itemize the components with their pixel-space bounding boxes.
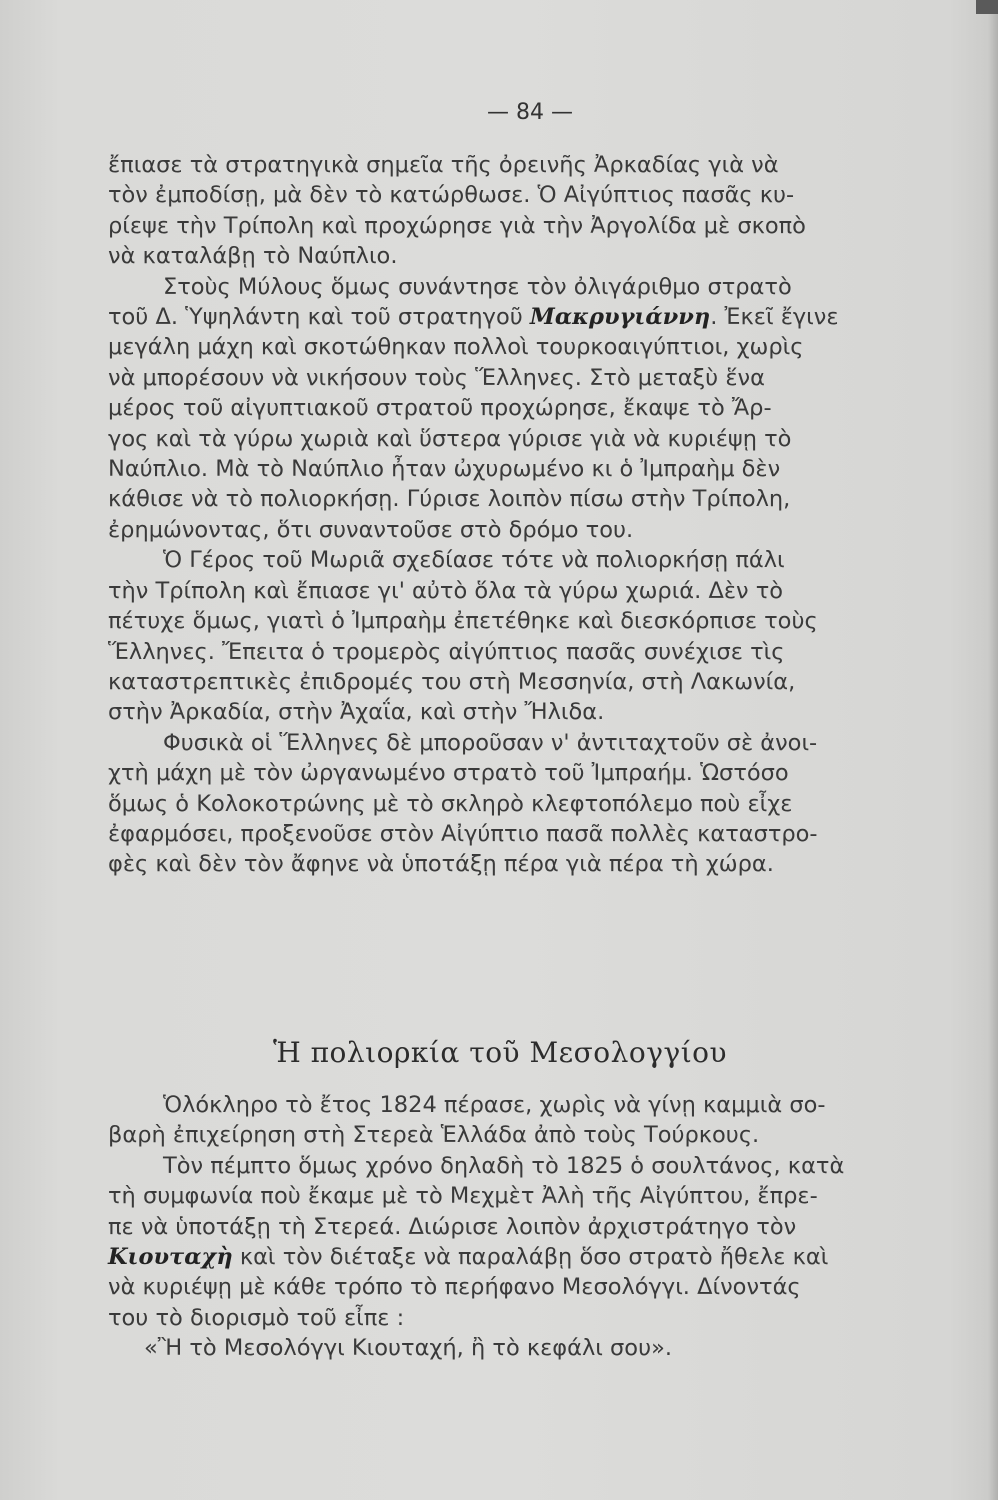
text-line: ὅμως ὁ Κολοκοτρώνης μὲ τὸ σκληρὸ κλεφτοπόλεμο ποὺ εἶχε [108,790,793,817]
paragraph-3 [108,545,963,727]
paragraph-2 [108,272,963,546]
text-line: Στοὺς Μύλους ὅμως συνάντησε τὸν ὀλιγάριθμο στρατὸ [163,273,792,300]
text-line: νὰ κυριέψῃ μὲ κάθε τρόπο τὸ περήφανο Μεσολόγγι. Δίνοντάς [108,1274,801,1301]
body-text-lower [108,1090,963,1364]
text-line: βαρὴ ἐπιχείρηση στὴ Στερεὰ Ἑλλάδα ἀπὸ τοὺς Τούρκους. [108,1122,760,1149]
text-line: μεγάλη μάχη καὶ σκοτώθηκαν πολλοὶ τουρκοαιγύπτιοι, χωρὶς [108,334,804,361]
text-fragment: καὶ τὸν διέταξε νὰ παραλάβῃ ὅσο στρατὸ ἤθελε καὶ [232,1244,829,1271]
text-line: πε νὰ ὑποτάξῃ τὴ Στερεά. Διώρισε λοιπὸν ἀρχιστράτηγο τὸν [108,1213,797,1240]
text-line [108,1242,963,1272]
text-line: γος καὶ τὰ γύρω χωριὰ καὶ ὕστερα γύρισε γιὰ νὰ κυριέψῃ τὸ [108,425,792,452]
text-line: νὰ καταλάβῃ τὸ Ναύπλιο. [108,243,398,270]
text-line: φὲς καὶ δὲν τὸν ἄφηνε νὰ ὑποτάξῃ πέρα γιὰ πέρα τὴ χώρα. [108,851,774,878]
page-edge-shadow [988,0,998,1500]
text-line: χτὴ μάχη μὲ τὸν ὠργανωμένο στρατὸ τοῦ Ἰμπραήμ. Ὡστόσο [108,760,789,787]
text-line: Φυσικὰ οἱ Ἕλληνες δὲ μποροῦσαν ν' ἀντιταχτοῦν σὲ ἀνοι- [163,729,818,756]
text-fragment: τοῦ Δ. Ὑψηλάντη καὶ τοῦ στρατηγοῦ [108,304,530,331]
text-line: πέτυχε ὅμως, γιατὶ ὁ Ἰμπραὴμ ἐπετέθηκε καὶ διεσκόρπισε τοὺς [108,608,818,635]
text-line: Ναύπλιο. Μὰ τὸ Ναύπλιο ἦταν ὠχυρωμένο κι ὁ Ἰμπραὴμ δὲν [108,456,781,483]
text-line: καταστρεπτικὲς ἐπιδρομές του στὴ Μεσσηνία, στὴ Λακωνία, [108,668,796,695]
section-heading: Ἡ πολιορκία τοῦ Μεσολογγίου [272,1036,728,1069]
paragraph-6 [108,1151,963,1333]
paragraph-1 [108,150,963,272]
paragraph-5 [108,1090,963,1151]
corner-scan-mark [976,0,998,14]
text-line: τὸν ἐμποδίσῃ, μὰ δὲν τὸ κατώρθωσε. Ὁ Αἰγύπτιος πασᾶς κυ- [108,182,795,209]
text-line: στὴν Ἀρκαδία, στὴν Ἀχαΐα, καὶ στὴν Ἤλιδα. [108,699,605,726]
text-line: κάθισε νὰ τὸ πολιορκήσῃ. Γύρισε λοιπὸν πίσω στὴν Τρίπολη, [108,486,791,513]
text-line: Ὁλόκληρο τὸ ἔτος 1824 πέρασε, χωρὶς νὰ γίνῃ καμμιὰ σο- [163,1092,826,1118]
text-line: του τὸ διορισμὸ τοῦ εἶπε : [108,1304,405,1331]
quote-line: «Ἢ τὸ Μεσολόγγι Κιουταχή, ἢ τὸ κεφάλι σου». [144,1335,673,1362]
text-line: τὴν Τρίπολη καὶ ἔπιασε γι' αὐτὸ ὅλα τὰ γύρω χωριά. Δὲν τὸ [108,577,784,604]
text-line: ἐρημώνοντας, ὅτι συναντοῦσε στὸ δρόμο του. [108,516,634,543]
text-line: ρίεψε τὴν Τρίπολη καὶ προχώρησε γιὰ τὴν Ἀργολίδα μὲ σκοπὸ [108,212,806,239]
text-line: τὴ συμφωνία ποὺ ἔκαμε μὲ τὸ Μεχμὲτ Ἀλὴ τῆς Αἰγύπτου, ἔπρε- [108,1183,818,1210]
text-line: Ἕλληνες. Ἔπειτα ὁ τρομερὸς αἰγύπτιος πασᾶς συνέχισε τὶς [108,638,785,665]
text-line: μέρος τοῦ αἰγυπτιακοῦ στρατοῦ προχώρησε, ἔκαψε τὸ Ἄρ- [108,395,772,422]
text-line: Ὁ Γέρος τοῦ Μωριᾶ σχεδίασε τότε νὰ πολιορκήσῃ πάλι [163,547,785,574]
text-line: Τὸν πέμπτο ὅμως χρόνο δηλαδὴ τὸ 1825 ὁ σουλτάνος, κατὰ [163,1152,845,1179]
name-makrygiannis: Μακρυγιάννη [529,304,711,331]
text-line: ἐφαρμόσει, προξενοῦσε στὸν Αἰγύπτιο πασᾶ πολλὲς καταστρο- [108,820,818,847]
text-line [108,302,963,332]
text-line: ἔπιασε τὰ στρατηγικὰ σημεῖα τῆς ὀρεινῆς Ἀρκαδίας γιὰ νὰ [108,152,779,178]
text-line: νὰ μπορέσουν νὰ νικήσουν τοὺς Ἕλληνες. Στὸ μεταξὺ ἕνα [108,364,765,391]
name-kioutachis: Κιουταχὴ [108,1244,233,1271]
body-text-upper [108,150,963,880]
quote-paragraph [108,1333,963,1363]
page-number: — 84 — [487,100,573,125]
text-fragment: . Ἐκεῖ ἔγινε [710,304,839,331]
paragraph-4 [108,728,963,880]
